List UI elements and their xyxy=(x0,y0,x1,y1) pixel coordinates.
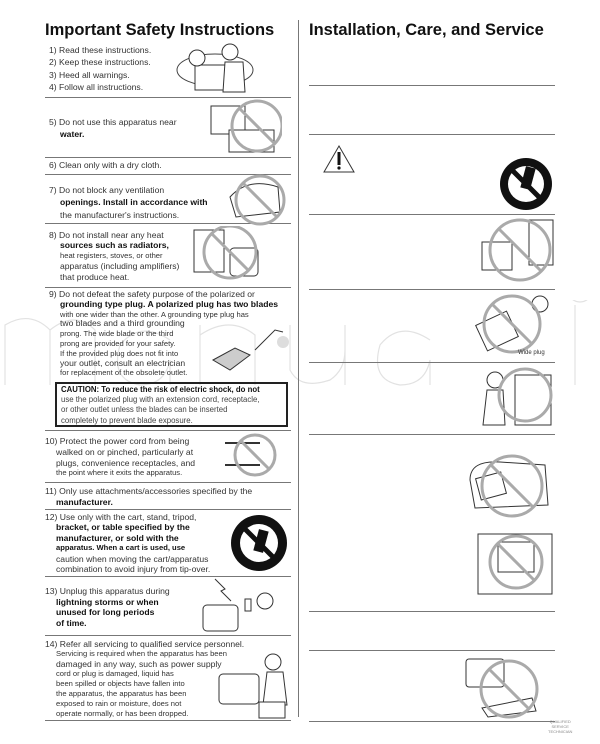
text: apparatus (including amplifiers) xyxy=(60,261,180,272)
text: Servicing is required when the apparatus has been xyxy=(56,649,227,658)
warning-triangle-icon xyxy=(322,144,356,174)
text: that produce heat. xyxy=(60,271,130,282)
text: plugs, convenience receptacles, and xyxy=(56,457,196,468)
text: two blades and a third grounding xyxy=(60,318,185,329)
instruction-1: 1) Read these instructions. xyxy=(49,45,152,55)
text: lightning storms or when xyxy=(56,596,159,607)
text: 7) Do not block any ventilation xyxy=(49,185,165,195)
divider xyxy=(309,85,555,86)
text: combination to avoid injury from tip-over. xyxy=(56,564,211,575)
text: manufacturer. xyxy=(56,497,113,507)
text: 10) Protect the power cord from being xyxy=(45,436,190,446)
divider xyxy=(309,650,555,651)
text: openings. Install in accordance with xyxy=(60,197,208,208)
text: unused for long periods xyxy=(56,607,155,617)
caution-heading: CAUTION: To reduce the risk of electric shock, do not xyxy=(61,385,260,394)
divider xyxy=(309,611,555,612)
divider xyxy=(309,214,555,215)
service-technician-illustration xyxy=(215,650,295,720)
text: operate normally, or has been dropped. xyxy=(56,709,189,718)
no-enclosed-cabinet-illustration xyxy=(474,530,556,598)
text: the point where it exits the apparatus. xyxy=(56,468,183,478)
instruction-5 xyxy=(49,116,177,141)
divider xyxy=(45,509,291,510)
no-overloaded-outlet-illustration xyxy=(462,653,547,719)
no-sofa-placement-illustration xyxy=(460,450,555,518)
text: use the polarized plug with an extension cord, receptacle, xyxy=(61,395,260,405)
text: 9) Do not defeat the safety purpose of the polarized or xyxy=(49,289,255,299)
text: QUALIFIED xyxy=(549,719,571,724)
instruction-7 xyxy=(49,184,208,221)
text: prong. The wide blade or the third xyxy=(60,329,174,339)
polarized-plug-illustration xyxy=(205,320,290,375)
instruction-3: 3) Heed all warnings. xyxy=(49,69,130,80)
text: damaged in any way, such as power supply xyxy=(56,659,222,669)
left-title: Important Safety Instructions xyxy=(45,21,275,39)
text: the apparatus, the apparatus has been xyxy=(56,689,187,698)
text: exposed to rain or moisture, does not xyxy=(56,699,182,708)
text: completely to prevent blade exposure. xyxy=(61,415,193,425)
instruction-13 xyxy=(45,586,170,628)
no-heat-source-illustration xyxy=(190,226,265,284)
text: heat registers, stoves, or other xyxy=(60,250,163,260)
text: 14) Refer all servicing to qualified service personnel. xyxy=(45,639,245,649)
pinched-cord-illustration xyxy=(220,433,285,478)
text: manufacturer, or sold with the xyxy=(56,532,179,543)
column-divider xyxy=(298,20,299,717)
instruction-6 xyxy=(49,159,162,171)
text: cord or plug is damaged, liquid has xyxy=(56,669,174,678)
text: for replacement of the obsolete outlet. xyxy=(60,368,188,378)
text: 6) Clean only with a dry cloth. xyxy=(49,160,162,170)
text: your outlet, consult an electrician xyxy=(60,357,186,368)
cart-tip-over-icon xyxy=(228,512,290,574)
text: the manufacturer's instructions. xyxy=(60,209,180,220)
text: prong are provided for your safety. xyxy=(60,338,176,348)
lightning-storm-illustration xyxy=(195,577,285,634)
text: walked on or pinched, particularly at xyxy=(56,446,194,457)
no-tv-drop-illustration xyxy=(470,292,555,358)
text: 13) Unplug this apparatus during xyxy=(45,586,170,596)
instruction-2: 2) Keep these instructions. xyxy=(49,57,151,68)
instruction-12 xyxy=(45,512,210,574)
text: 5) Do not use this apparatus near xyxy=(49,117,177,127)
text: apparatus. When a cart is used, use xyxy=(56,543,186,553)
instruction-4: 4) Follow all instructions. xyxy=(49,82,144,93)
text: of time. xyxy=(56,617,87,628)
instruction-8 xyxy=(49,230,179,282)
divider xyxy=(45,287,291,288)
divider xyxy=(309,434,555,435)
text: been spilled or objects have fallen into xyxy=(56,679,185,688)
divider xyxy=(45,482,291,483)
cart-tip-over-icon xyxy=(497,155,555,213)
right-title: Installation, Care, and Service xyxy=(309,21,544,39)
caution-box xyxy=(55,382,288,427)
technician-label xyxy=(548,719,572,734)
text: grounding type plug. A polarized plug has two blades xyxy=(60,298,279,309)
text: sources such as radiators, xyxy=(60,240,169,251)
text: 11) Only use attachments/accessories specified by the xyxy=(45,486,253,496)
divider xyxy=(309,362,555,363)
no-sunlight-illustration xyxy=(474,217,556,287)
no-blocked-ventilation-illustration xyxy=(218,172,293,227)
no-objects-on-tv-illustration xyxy=(475,365,555,431)
text: If the provided plug does not fit into xyxy=(60,348,179,358)
instruction-1-4 xyxy=(49,44,151,94)
text: TECHNICIAN xyxy=(548,729,573,734)
divider xyxy=(45,635,291,636)
divider xyxy=(309,134,555,135)
wide-plug-label: Wide plug xyxy=(518,350,545,356)
divider xyxy=(45,157,291,158)
divider xyxy=(45,720,291,721)
text: 8) Do not install near any heat xyxy=(49,230,164,240)
no-water-illustration xyxy=(207,98,282,156)
divider xyxy=(309,289,555,290)
text: caution when moving the cart/apparatus xyxy=(56,553,209,564)
instruction-10 xyxy=(45,436,195,479)
text: with one wider than the other. A grounding type plug has xyxy=(60,309,249,319)
divider xyxy=(309,721,555,722)
text: or other outlet unless the blades can be inserted xyxy=(61,405,228,415)
instruction-11 xyxy=(45,486,252,508)
reading-people-illustration xyxy=(175,40,255,95)
divider xyxy=(45,430,291,431)
text: 12) Use only with the cart, stand, tripod, xyxy=(45,512,197,522)
text: water. xyxy=(60,129,85,140)
text: bracket, or table specified by the xyxy=(56,522,190,533)
text: SERVICE xyxy=(551,724,569,729)
